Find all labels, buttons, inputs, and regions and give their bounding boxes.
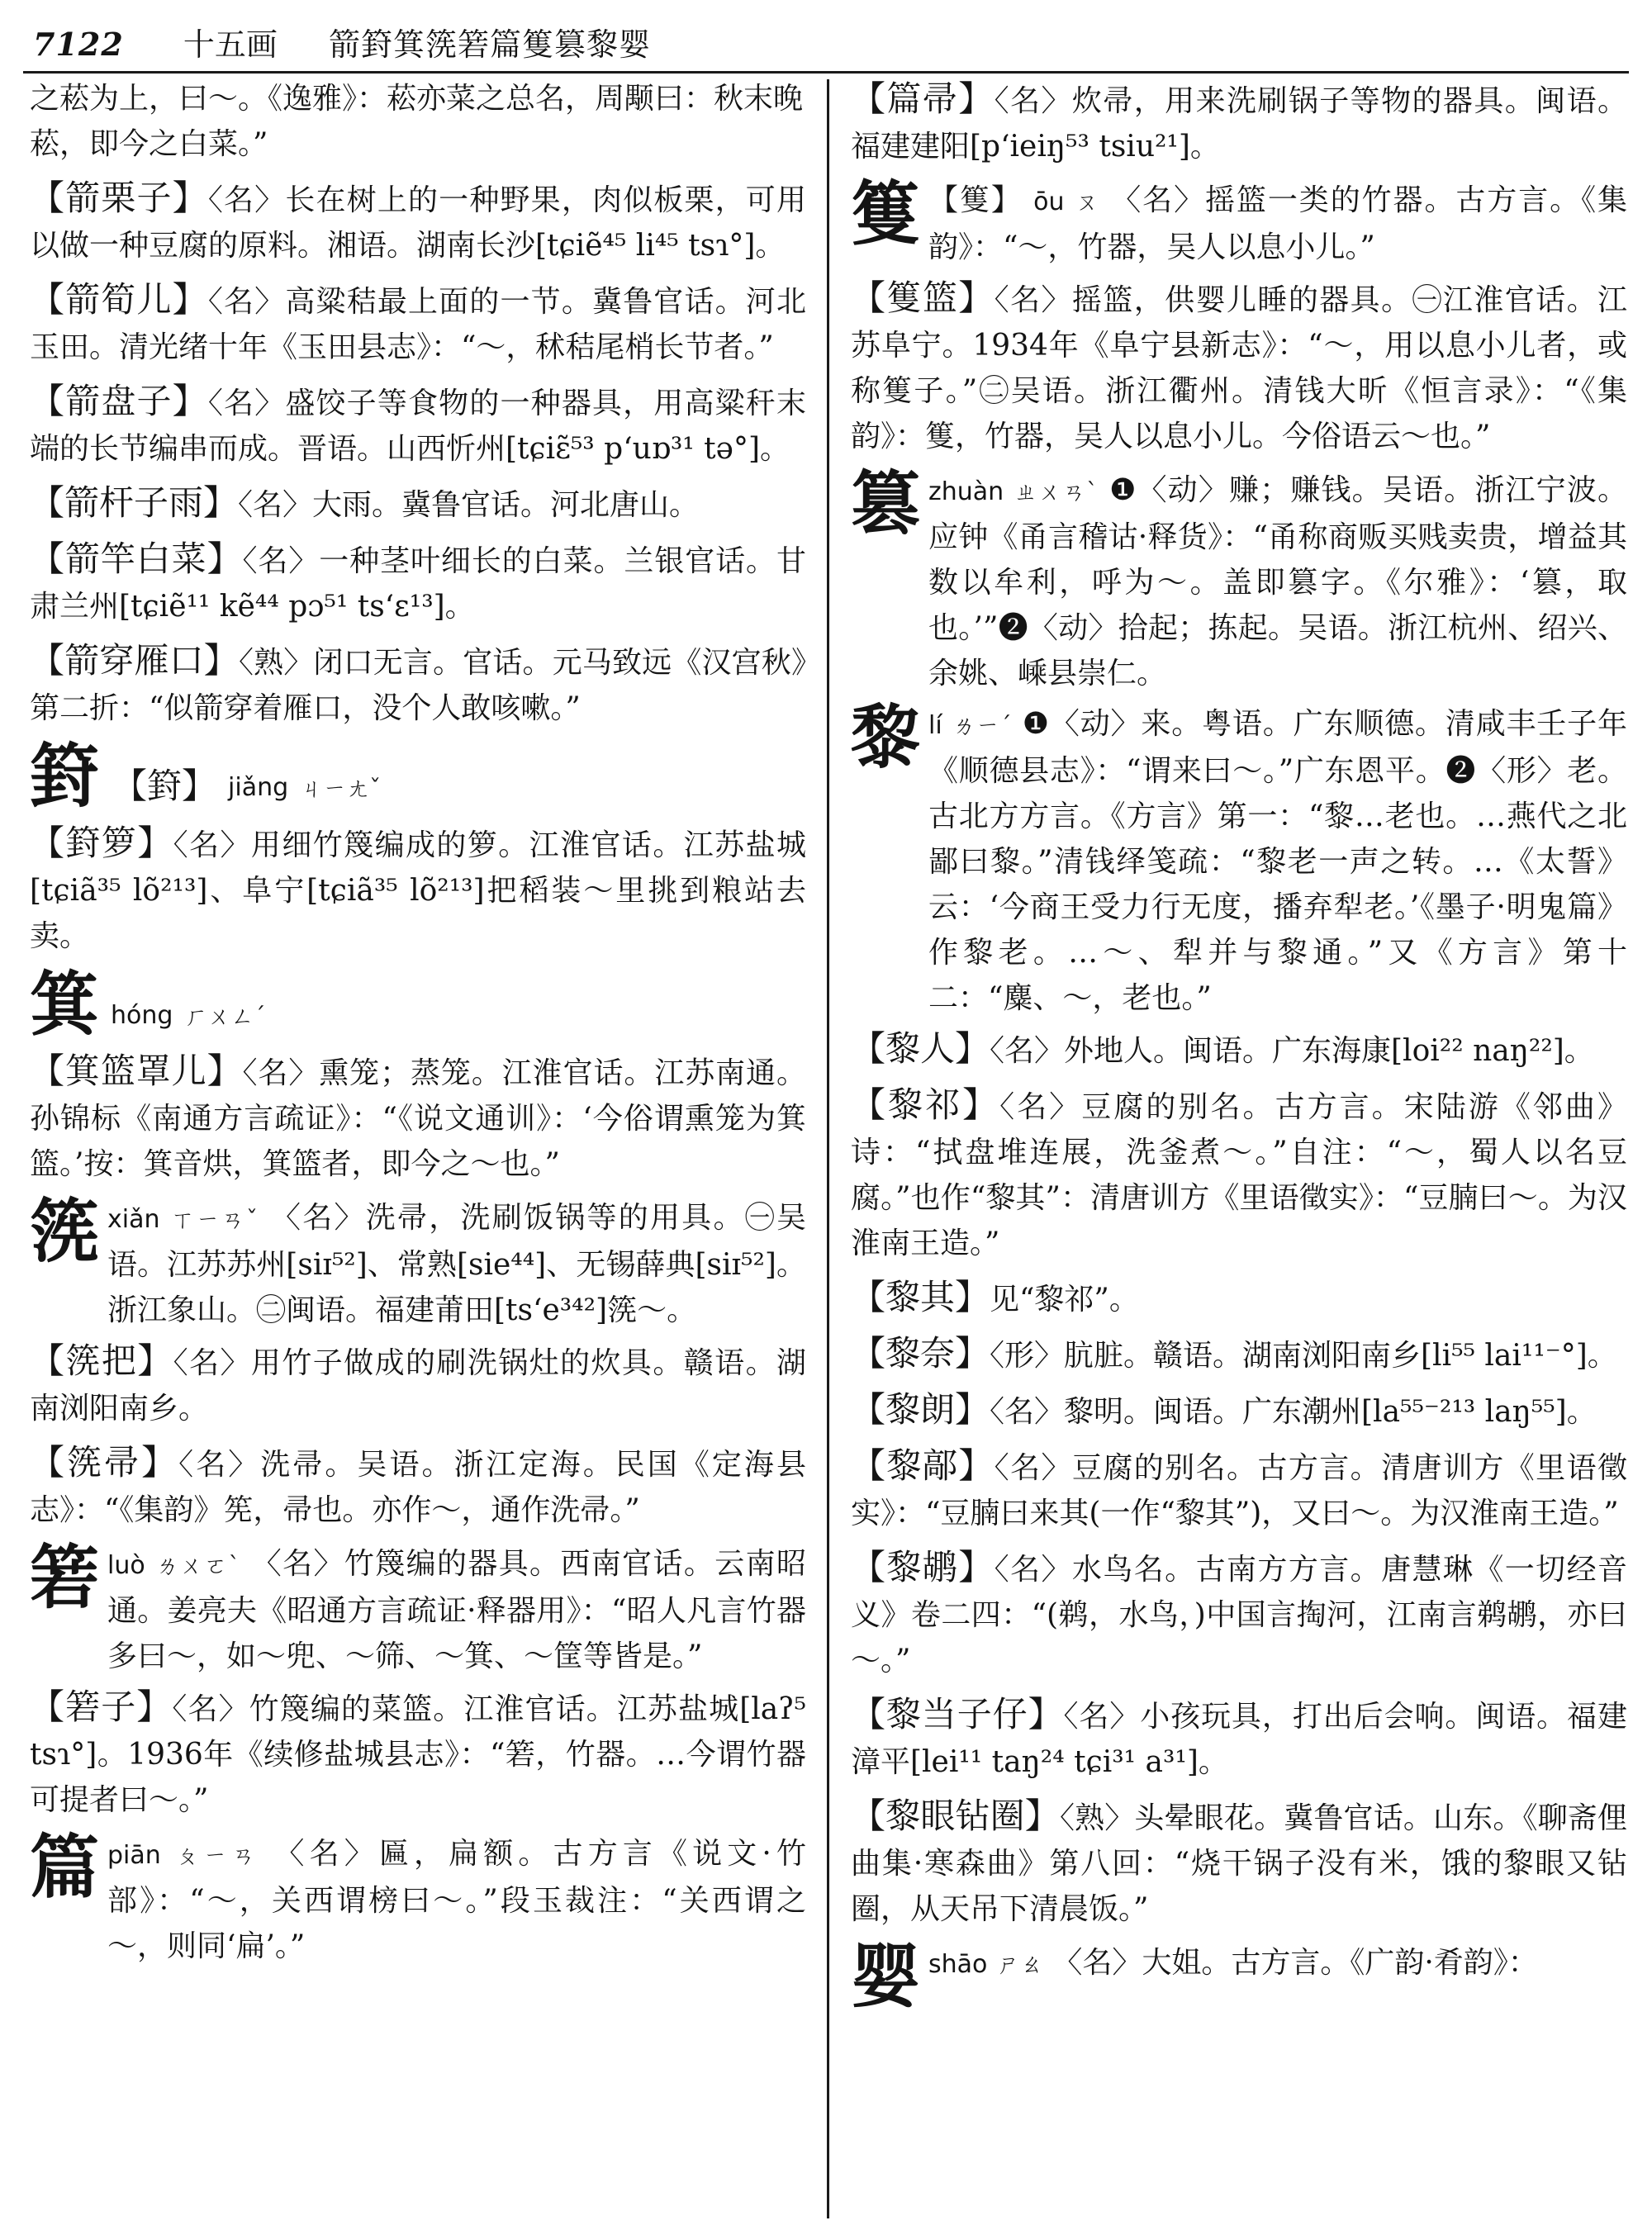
entry-definition: 〈名〉黎明。闽语。广东潮州[la⁵⁵⁻²¹³ laŋ⁵⁵]。: [990, 1395, 1597, 1429]
page-number: 7122: [33, 26, 124, 63]
entry-definition: 〈名〉长在树上的一种野果，肉似板栗，可用以做一种豆腐的原料。湘语。湖南长沙[tɕiẽ⁴⁵ li⁴⁵ tsɿ°]。: [30, 183, 806, 263]
entry-definition: 〈名〉豆腐的别名。古方言。清唐训方《里语徵实》：“豆腩曰来其(一作“黎其”)，又曰～。为汉淮南王造。”: [851, 1451, 1627, 1530]
entry-headword: 【黎当子仔】: [851, 1694, 1064, 1734]
character-definition: [928, 1940, 1627, 1987]
entry-definition: 〈名〉洗帚。吴语。浙江定海。民国《定海县志》：“《集韵》筅，帚也。亦作～，通作洗帚。”: [30, 1448, 806, 1527]
entry-definition: 〈名〉盛饺子等食物的一种器具，用高粱秆末端的长节编串而成。晋语。山西忻州[tɕiɛ̃⁵³ pʻuɒ³¹ tə°]。: [30, 387, 806, 466]
character-definition: [107, 1195, 806, 1333]
entry-definition: 〈名〉一种茎叶细长的白菜。兰银官话。甘肃兰州[tɕiẽ¹¹ kẽ⁴⁴ pɔ⁵¹ tsʻɛ¹³]。: [30, 544, 806, 624]
entry: [30, 1338, 806, 1431]
character-definition: [928, 178, 1627, 270]
entry-definition: 〈形〉肮脏。赣语。湖南浏阳南乡[li⁵⁵ lai¹¹⁻°]。: [990, 1339, 1617, 1373]
character-definition: [928, 467, 1627, 696]
character-entry: [30, 1826, 806, 1969]
head-character: 箬: [30, 1536, 100, 1618]
head-character: 篈: [30, 735, 100, 817]
zhuyin: ㄌㄧˊ: [952, 712, 1013, 739]
entry-definition: 〈名〉用竹子做成的刷洗锅灶的炊具。赣语。湖南浏阳南乡。: [30, 1346, 806, 1426]
entry-headword: 【篗篮】: [851, 278, 995, 318]
zhuyin: ㄡ: [1075, 188, 1100, 216]
entry-definition: 〈名〉大雨。冀鲁官话。河北唐山。: [238, 488, 700, 522]
zhuyin: ㄓㄨㄢˋ: [1014, 478, 1099, 505]
entry: [851, 1691, 1627, 1785]
entry-headword: 【黎奈】: [851, 1333, 990, 1374]
pinyin: xiǎn: [107, 1205, 160, 1234]
zhuyin: ㄒㄧㄢˇ: [171, 1206, 260, 1233]
entry-headword: 【箭竿白菜】: [30, 539, 243, 579]
head-character: 篡: [851, 463, 921, 544]
definition-text: 〈名〉竹篾编的器具。西南官话。云南昭通。姜亮夫《昭通方言疏证·释器用》：“昭人凡言竹器多曰～，如～兜、～筛、～箕、～筐等皆是。”: [107, 1547, 806, 1673]
entry-definition: 〈名〉高粱秸最上面的一节。冀鲁官话。河北玉田。清光绪十年《玉田县志》：“～，秫秸尾梢长节者。”: [30, 285, 806, 364]
pinyin: shāo: [928, 1950, 988, 1979]
head-character: 婴: [851, 1935, 921, 2017]
page-header: [33, 18, 1619, 71]
pinyin: luò: [107, 1551, 145, 1580]
head-character: 箕: [30, 963, 100, 1045]
definition-text: 〈名〉大姐。古方言。《广韵·肴韵》：: [1052, 1946, 1538, 1980]
variant-form: 【篗】: [928, 183, 1023, 217]
entry-definition: 〈熟〉头晕眼花。冀鲁官话。山东。《聊斋俚曲集·寒森曲》第八回：“烧干锅子没有米，饿的黎眼又钻圈，从天吊下清晨饭。”: [851, 1801, 1627, 1926]
pinyin: zhuàn: [928, 477, 1004, 506]
entry: [851, 275, 1627, 459]
entry-headword: 【篈箩】: [30, 823, 173, 863]
entry: [30, 536, 806, 629]
header-characters: 箭篈箕箲箬篇篗篡黎婴: [328, 26, 651, 63]
entry-headword: 【黎其】: [851, 1277, 990, 1317]
entry: [851, 1793, 1627, 1932]
column-divider: [827, 79, 829, 2218]
entry-headword: 【箬子】: [30, 1687, 173, 1727]
entry-headword: 【黎朗】: [851, 1389, 990, 1430]
entry-definition: 见“黎祁”。: [990, 1283, 1139, 1317]
entry-headword: 【黎祁】: [851, 1084, 1000, 1125]
character-entry: [30, 1190, 806, 1333]
entry-headword: 【黎鹕】: [851, 1547, 995, 1587]
entry: [30, 480, 806, 528]
zhuyin: ㄆㄧㄢ: [175, 1842, 260, 1869]
definition-text: 〈名〉摇篮一类的竹器。古方言。《集韵》：“～，竹器，吴人以息小儿。”: [928, 183, 1627, 264]
entry: [30, 175, 806, 268]
entry-definition: 〈名〉水鸟名。古南方方言。唐慧琳《一切经音义》卷二四：“(鹈，水鸟，)中国言掏河，江南言鹈鹕，亦曰～。”: [851, 1553, 1627, 1677]
zhuyin: ㄐㄧㄤˇ: [300, 775, 382, 802]
entry-headword: 【黎人】: [851, 1028, 990, 1069]
pinyin: ōu: [1033, 187, 1065, 216]
entry-headword: 【箲帚】: [30, 1442, 179, 1483]
entry-definition: 〈熟〉闭口无言。官话。元马致远《汉宫秋》第二折：“似箭穿着雁口，没个人敢咳嗽。”: [30, 646, 806, 725]
head-character: 篇: [30, 1826, 100, 1908]
entry-headword: 【箭盘子】: [30, 381, 208, 421]
entry-headword: 【箭栗子】: [30, 178, 208, 218]
pinyin: piān: [107, 1841, 161, 1870]
entry-definition: 〈名〉小孩玩具，打出后会响。闽语。福建漳平[lei¹¹ taŋ²⁴ tɕi³¹ a³¹]。: [851, 1700, 1627, 1779]
entry-headword: 【箲把】: [30, 1340, 173, 1381]
entry: [851, 1544, 1627, 1683]
character-entry: [851, 173, 1627, 270]
entry-headword: 【箕篮罩儿】: [30, 1051, 243, 1091]
head-character: 篗: [851, 173, 921, 254]
character-entry: [851, 463, 1627, 696]
definition-text: 〈名〉匾，扁额。古方言《说文·竹部》：“～，关西谓榜曰～。”段玉裁注：“关西谓之～，则同‘扁’。”: [107, 1837, 806, 1963]
pinyin: lí: [928, 711, 942, 740]
entry-headword: 【篇帚】: [851, 78, 995, 119]
zhuyin: ㄕㄠ: [996, 1951, 1043, 1978]
head-character: 黎: [851, 696, 921, 778]
entry: [851, 1082, 1627, 1266]
definition-text: ❶〈动〉赚；赚钱。吴语。浙江宁波。应钟《甬言稽诂·释货》：“甬称商贩买贱卖贵，增益其数以牟利，呼为～。盖即篡字。《尔雅》：‘篡，取也。’”❷〈动〉拾起；拣起。吴语。浙江杭州、绍兴、余姚、嵊县崇仁。: [928, 473, 1627, 690]
character-definition: [107, 1541, 806, 1679]
right-column: [851, 76, 1627, 2219]
entry-headword: 【黎眼钻圈】: [851, 1796, 1060, 1836]
entry-definition: 〈名〉竹篾编的菜篮。江淮官话。江苏盐城[laʔ⁵ tsɿ°]。1936年《续修盐城县志》：“箬，竹器。…今谓竹器可提者曰～。”: [30, 1692, 806, 1817]
header-rule: [23, 71, 1629, 74]
entry-headword: 【箭筍儿】: [30, 279, 208, 320]
continued-text: 之菘为上，曰～。《逸雅》：菘亦菜之总名，周颙曰：秋末晚菘，即今之白菜。”: [30, 82, 804, 161]
entry: [30, 820, 806, 959]
entry: [851, 1443, 1627, 1536]
stroke-count-label: 十五画: [183, 26, 278, 63]
entry-definition: 〈名〉用细竹篾编成的箩。江淮官话。江苏盐城[tɕiã³⁵ lõ²¹³]、阜宁[tɕiã³⁵ lõ²¹³]把稻装～里挑到粮站去卖。: [30, 828, 806, 953]
entry-definition: 〈名〉外地人。闽语。广东海康[loi²² naŋ²²]。: [990, 1034, 1594, 1068]
definition-text: ❶〈动〉来。粤语。广东顺德。清咸丰壬子年《顺德县志》：“谓来曰～。”广东恩平。❷〈形〉老。古北方方言。《方言》第一：“黎…老也。…燕代之北鄙曰黎。”清钱绎笺疏：“黎老一声之转。…《太誓》云：‘今商王受力行无度，播弃犁老。’《墨子·明鬼篇》作黎老。…～、犁并与黎通。”又《方言》第十二：“麋、～，老也。”: [928, 707, 1627, 1015]
definition-text: 〈名〉洗帚，洗刷饭锅等的用具。㊀吴语。江苏苏州[siɪ⁵²]、常熟[sie⁴⁴]、无锡薛典[siɪ⁵²]。浙江象山。㊁闽语。福建莆田[tsʻe³⁴²]箲～。: [107, 1201, 806, 1327]
character-entry: [851, 1935, 1627, 2017]
character-definition: [928, 701, 1627, 1021]
entry: [30, 1048, 806, 1187]
entry-headword: 【箭杆子雨】: [30, 482, 239, 523]
entry-definition: 〈名〉豆腐的别名。古方言。宋陆游《邻曲》诗：“拭盘堆连展，洗釜煮～。”自注：“～，蜀人以名豆腐。”也作“黎其”：清唐训方《里语徵实》：“豆腩曰～。为汉淮南王造。”: [851, 1090, 1627, 1260]
entry: [851, 1331, 1627, 1378]
entry-headword: 【箭穿雁口】: [30, 640, 239, 681]
entry-definition: 〈名〉摇篮，供婴儿睡的器具。㊀江淮官话。江苏阜宁。1934年《阜宁县新志》：“～，用以息小儿者，或称篗子。”㊁吴语。浙江衢州。清钱大昕《恒言录》：“《集韵》：篗，竹器，吴人以息小儿。今俗语云～也。”: [851, 283, 1627, 453]
entry-definition: 〈名〉熏笼；蒸笼。江淮官话。江苏南通。孙锦标《南通方言疏证》：“《说文通训》：‘今俗谓熏笼为箕篮。’按：箕音烘，箕篮者，即今之～也。”: [30, 1056, 806, 1181]
entry: [30, 1440, 806, 1533]
character-heading: [30, 735, 806, 817]
entry: [851, 1274, 1627, 1322]
head-character: 箲: [30, 1190, 100, 1272]
entry: [30, 277, 806, 370]
character-entry: [851, 696, 1627, 1021]
left-column: [30, 76, 806, 2219]
entry: [30, 638, 806, 731]
zhuyin: ㄏㄨㄥˊ: [184, 1003, 266, 1030]
character-heading: [30, 963, 806, 1045]
entry: [30, 378, 806, 472]
entry-headword: 【黎鄗】: [851, 1445, 995, 1486]
pinyin: jiǎng: [228, 773, 289, 802]
variant-form: 【篈】: [112, 766, 217, 806]
zhuyin: ㄌㄨㄛˋ: [155, 1552, 241, 1579]
character-definition: [107, 1831, 806, 1969]
entry-definition: 〈名〉炊帚，用来洗刷锅子等物的器具。闽语。福建建阳[pʻieiŋ⁵³ tsiu²¹]。: [851, 84, 1627, 164]
entry: [851, 76, 1627, 169]
entry: [30, 1684, 806, 1823]
entry: [851, 1026, 1627, 1074]
entry: [851, 1387, 1627, 1435]
character-entry: [30, 1536, 806, 1679]
pinyin: hóng: [111, 1001, 173, 1030]
